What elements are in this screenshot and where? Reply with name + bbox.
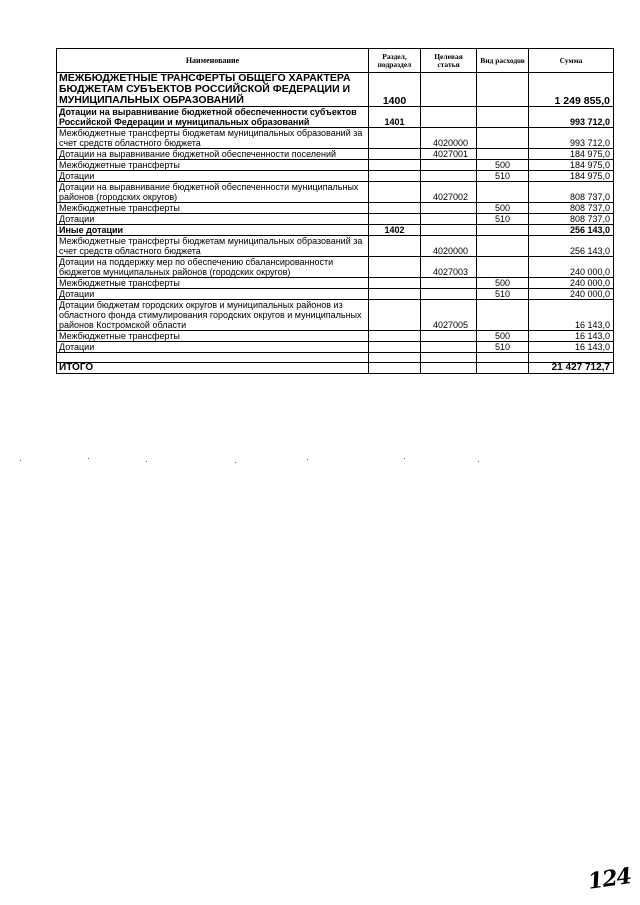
row-vid xyxy=(477,182,529,203)
row-name: Дотации на выравнивание бюджетной обеспеченности поселений xyxy=(57,149,369,160)
table-row xyxy=(57,342,614,353)
row-name: Дотации на поддержку мер по обеспечению сбалансированности бюджетов муниципальных районов (городских округов) xyxy=(57,257,369,278)
row-tselevaya xyxy=(421,342,477,353)
row-tselevaya xyxy=(421,331,477,342)
row-name: Межбюджетные трансферты xyxy=(57,331,369,342)
row-vid xyxy=(477,300,529,331)
row-name: Дотации xyxy=(57,214,369,225)
table-row xyxy=(57,182,614,203)
budget-table xyxy=(56,48,614,374)
header-razdel: Раздел, подраздел xyxy=(369,49,421,73)
total-row xyxy=(57,363,614,374)
row-razdel: 1400 xyxy=(369,73,421,107)
row-razdel: 1401 xyxy=(369,107,421,128)
row-vid xyxy=(477,128,529,149)
row-tselevaya: 4027005 xyxy=(421,300,477,331)
row-name: Дотации на выравнивание бюджетной обеспеченности муниципальных районов (городских округов) xyxy=(57,182,369,203)
row-razdel xyxy=(369,182,421,203)
page-number: 124 xyxy=(586,863,633,895)
scan-speck xyxy=(235,462,236,463)
table-row xyxy=(57,160,614,171)
row-summa: 808 737,0 xyxy=(529,214,614,225)
row-summa: 240 000,0 xyxy=(529,289,614,300)
table-row xyxy=(57,171,614,182)
header-vid: Вид расходов xyxy=(477,49,529,73)
row-razdel xyxy=(369,300,421,331)
row-razdel xyxy=(369,214,421,225)
row-name: Иные дотации xyxy=(57,225,369,236)
row-tselevaya: 4020000 xyxy=(421,236,477,257)
row-razdel xyxy=(369,278,421,289)
row-vid xyxy=(477,149,529,160)
table-row xyxy=(57,236,614,257)
row-tselevaya xyxy=(421,107,477,128)
table-row xyxy=(57,278,614,289)
row-razdel xyxy=(369,331,421,342)
table-row xyxy=(57,257,614,278)
row-summa: 240 000,0 xyxy=(529,257,614,278)
table-row xyxy=(57,300,614,331)
row-tselevaya xyxy=(421,225,477,236)
row-summa: 16 143,0 xyxy=(529,331,614,342)
row-tselevaya xyxy=(421,214,477,225)
row-razdel xyxy=(369,149,421,160)
table-row xyxy=(57,107,614,128)
row-tselevaya xyxy=(421,73,477,107)
table-row xyxy=(57,128,614,149)
row-name: Межбюджетные трансферты бюджетам муниципальных образований за счет средств областного бюджета xyxy=(57,236,369,257)
row-razdel xyxy=(369,171,421,182)
row-name: Межбюджетные трансферты xyxy=(57,278,369,289)
row-name: Дотации xyxy=(57,171,369,182)
row-name: Дотации бюджетам городских округов и муниципальных районов из областного фонда стимулирования городских округов и муниципальных районов Костромской области xyxy=(57,300,369,331)
row-name: Межбюджетные трансферты xyxy=(57,203,369,214)
row-tselevaya: 4027001 xyxy=(421,149,477,160)
row-name: Дотации на выравнивание бюджетной обеспеченности субъектов Российской Федерации и муниципальных образований xyxy=(57,107,369,128)
row-summa: 993 712,0 xyxy=(529,128,614,149)
row-name: Межбюджетные трансферты бюджетам муниципальных образований за счет средств областного бюджета xyxy=(57,128,369,149)
row-summa: 256 143,0 xyxy=(529,225,614,236)
row-summa: 1 249 855,0 xyxy=(529,73,614,107)
row-tselevaya xyxy=(421,160,477,171)
row-vid xyxy=(477,236,529,257)
scan-speck xyxy=(404,458,405,459)
spacer-row xyxy=(57,353,614,363)
header-name: Наименование xyxy=(57,49,369,73)
scan-speck xyxy=(146,461,147,462)
row-tselevaya: 4020000 xyxy=(421,128,477,149)
row-razdel xyxy=(369,257,421,278)
row-vid: 500 xyxy=(477,331,529,342)
row-vid xyxy=(477,257,529,278)
row-tselevaya xyxy=(421,171,477,182)
row-vid xyxy=(477,107,529,128)
scan-speck xyxy=(88,458,89,459)
row-summa: 808 737,0 xyxy=(529,203,614,214)
row-razdel xyxy=(369,289,421,300)
row-summa: 240 000,0 xyxy=(529,278,614,289)
row-name: Межбюджетные трансферты xyxy=(57,160,369,171)
scan-speck xyxy=(20,460,21,461)
row-summa: 993 712,0 xyxy=(529,107,614,128)
row-tselevaya: 4027003 xyxy=(421,257,477,278)
row-tselevaya xyxy=(421,203,477,214)
table-row xyxy=(57,214,614,225)
row-summa: 16 143,0 xyxy=(529,300,614,331)
row-vid: 510 xyxy=(477,289,529,300)
row-razdel: 1402 xyxy=(369,225,421,236)
table-row xyxy=(57,225,614,236)
row-tselevaya: 4027002 xyxy=(421,182,477,203)
row-summa: 184 975,0 xyxy=(529,160,614,171)
row-summa: 184 975,0 xyxy=(529,171,614,182)
table-row xyxy=(57,149,614,160)
scan-speck xyxy=(478,461,479,462)
row-vid: 500 xyxy=(477,203,529,214)
row-summa: 16 143,0 xyxy=(529,342,614,353)
row-vid: 500 xyxy=(477,278,529,289)
table-row xyxy=(57,73,614,107)
row-name: МЕЖБЮДЖЕТНЫЕ ТРАНСФЕРТЫ ОБЩЕГО ХАРАКТЕРА БЮДЖЕТАМ СУБЪЕКТОВ РОССИЙСКОЙ ФЕДЕРАЦИИ И МУНИЦИПАЛЬНЫХ ОБРАЗОВАНИЙ xyxy=(57,73,369,107)
row-vid xyxy=(477,225,529,236)
header-tselevaya: Целевая статья xyxy=(421,49,477,73)
table-header-row xyxy=(57,49,614,73)
header-summa: Сумма xyxy=(529,49,614,73)
total-label: ИТОГО xyxy=(57,363,369,374)
row-name: Дотации xyxy=(57,342,369,353)
row-summa: 808 737,0 xyxy=(529,182,614,203)
row-razdel xyxy=(369,128,421,149)
table-row xyxy=(57,331,614,342)
row-vid: 510 xyxy=(477,342,529,353)
row-razdel xyxy=(369,160,421,171)
row-summa: 256 143,0 xyxy=(529,236,614,257)
row-vid: 510 xyxy=(477,171,529,182)
row-razdel xyxy=(369,203,421,214)
row-razdel xyxy=(369,342,421,353)
table-row xyxy=(57,203,614,214)
row-name: Дотации xyxy=(57,289,369,300)
row-vid: 500 xyxy=(477,160,529,171)
row-vid xyxy=(477,73,529,107)
row-tselevaya xyxy=(421,289,477,300)
total-summa: 21 427 712,7 xyxy=(529,363,614,374)
row-tselevaya xyxy=(421,278,477,289)
table-row xyxy=(57,289,614,300)
row-razdel xyxy=(369,236,421,257)
row-vid: 510 xyxy=(477,214,529,225)
row-summa: 184 975,0 xyxy=(529,149,614,160)
scan-speck xyxy=(307,459,308,460)
